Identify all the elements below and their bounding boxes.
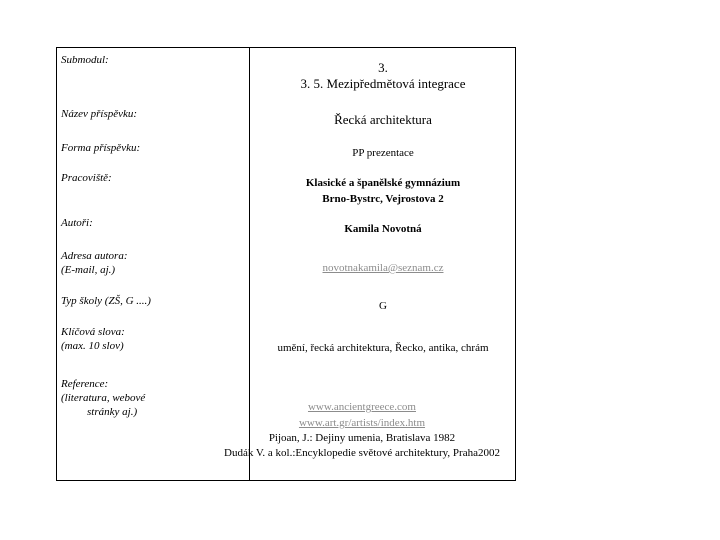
reference-link-art[interactable]: www.art.gr/artists/index.htm — [298, 417, 426, 429]
typ-label: Typ školy (ZŠ, G ....) — [61, 295, 151, 307]
reference-book-dudak: Dudák V. a kol.:Encyklopedie světové architektury, Praha2002 — [224, 447, 500, 459]
klicova-value: umění, řecká architektura, Řecko, antika, chrám — [277, 342, 489, 354]
submodul-name: 3. 5. Mezipředmětová integrace — [300, 76, 466, 91]
nazev-label: Název příspěvku: — [61, 108, 138, 120]
pracoviste-label: Pracoviště: — [61, 172, 112, 184]
adresa-value — [250, 260, 516, 276]
reference-label-line1: Reference: — [61, 378, 109, 390]
submodul-number: 3. — [378, 60, 388, 75]
adresa-label-line2: (E-mail, aj.) — [61, 264, 116, 276]
submodul-value — [250, 60, 516, 92]
klicova-label — [61, 325, 191, 353]
submodul-label: Submodul: — [61, 54, 109, 66]
adresa-label-line1: Adresa autora: — [61, 250, 128, 262]
forma-value: PP prezentace — [352, 147, 414, 159]
email-link[interactable]: novotnakamila@seznam.cz — [322, 262, 444, 274]
reference-label — [61, 377, 191, 419]
nazev-value: Řecká architektura — [334, 112, 432, 127]
pracoviste-school: Klasické a španělské gymnázium — [305, 177, 461, 189]
klicova-label-line2: (max. 10 slov) — [61, 340, 124, 352]
reference-label-line2: (literatura, webové — [61, 392, 146, 404]
typ-value: G — [379, 300, 387, 312]
reference-label-line3: stránky aj.) — [87, 406, 138, 418]
info-form-table — [56, 47, 516, 481]
reference-value — [197, 399, 527, 461]
reference-link-ancientgreece[interactable]: www.ancientgreece.com — [307, 401, 416, 413]
adresa-label — [61, 249, 191, 277]
autori-label: Autoři: — [61, 217, 93, 229]
klicova-label-line1: Klíčová slova: — [61, 326, 125, 338]
forma-label: Forma příspěvku: — [61, 142, 141, 154]
pracoviste-value — [250, 175, 516, 207]
reference-book-pijoan: Pijoan, J.: Dejiny umenia, Bratislava 1982 — [268, 432, 456, 444]
autori-value: Kamila Novotná — [344, 223, 422, 235]
pracoviste-address: Brno-Bystrc, Vejrostova 2 — [322, 193, 444, 205]
